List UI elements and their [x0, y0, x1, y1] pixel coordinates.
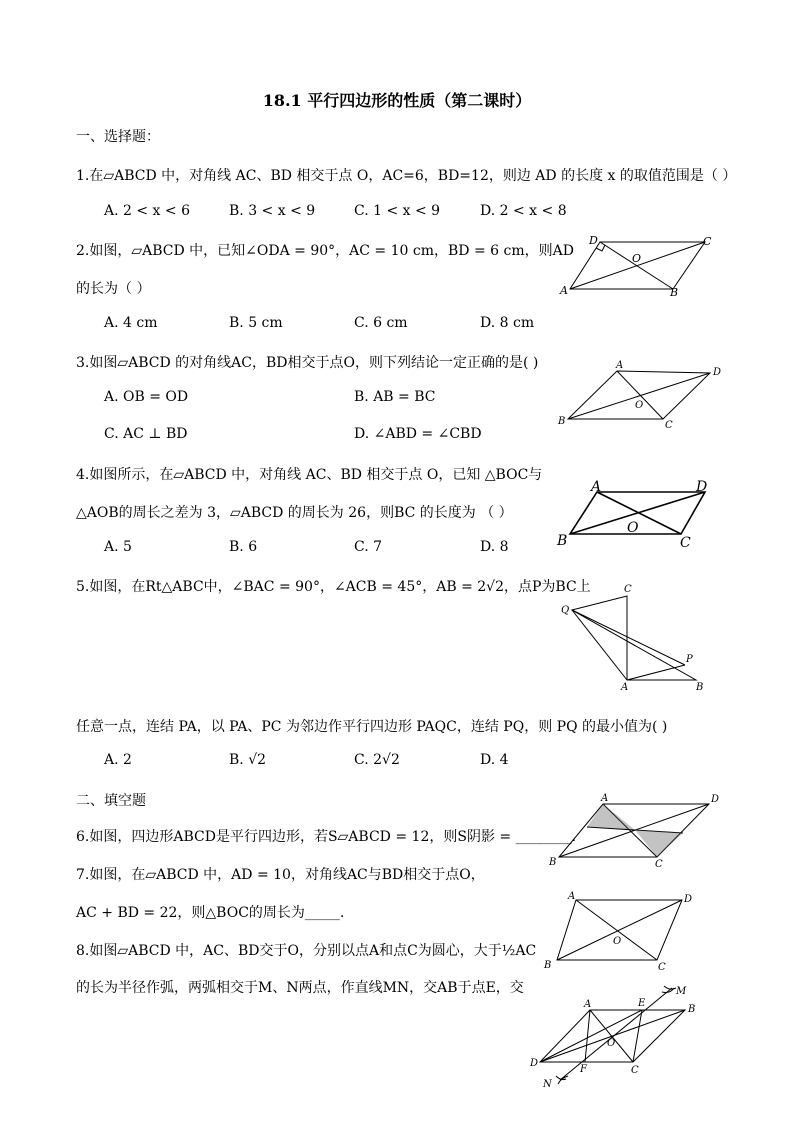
question-4-line1: 4.如图所示，在▱ABCD 中，对角线 AC、BD 相交于点 O，已知 △BOC与: [76, 467, 543, 483]
q3-label-b: B: [558, 416, 566, 427]
q8-label-o: O: [607, 1038, 616, 1049]
q8-figure: [530, 980, 715, 1090]
q5-label-p: P: [686, 654, 693, 665]
question-8-line1: 8.如图▱ABCD 中，AC、BD交于O，分别以点A和点C为圆心，大于½AC: [76, 943, 537, 959]
q8-label-d: D: [530, 1058, 539, 1069]
q1-option-a[interactable]: A. 2 < x < 6: [104, 203, 190, 219]
question-2-line2: 的长为（ ）: [76, 281, 151, 297]
q5-label-c: C: [624, 584, 632, 595]
q7-label-d: D: [684, 894, 693, 905]
question-2-line1: 2.如图，▱ABCD 中，已知∠ODA = 90°，AC = 10 cm，BD = 6 cm，则AD: [76, 243, 574, 259]
q3-label-d: D: [713, 367, 722, 378]
question-1: 1.在▱ABCD 中，对角线 AC、BD 相交于点 O，AC=6，BD=12，则边 AD 的长度 x 的取值范围是（ ）: [76, 168, 737, 184]
q1-option-c[interactable]: C. 1 < x < 9: [354, 203, 441, 219]
q2-figure: [555, 232, 725, 300]
q5-label-q: Q: [561, 605, 570, 616]
q3-option-a[interactable]: A. OB = OD: [104, 389, 189, 405]
q6-label-d: D: [711, 794, 720, 805]
q8-label-b: B: [688, 1004, 696, 1015]
q5-option-b[interactable]: B. √2: [229, 752, 267, 768]
q4-label-o: O: [627, 520, 639, 536]
q8-label-f: F: [580, 1064, 587, 1075]
q4-option-a[interactable]: A. 5: [104, 539, 132, 555]
q2-option-a[interactable]: A. 4 cm: [104, 315, 158, 331]
q4-option-c[interactable]: C. 7: [354, 539, 383, 555]
q7-label-c: C: [658, 962, 666, 973]
q6-label-b: B: [549, 857, 557, 868]
q2-label-a: A: [560, 284, 568, 297]
q3-option-b[interactable]: B. AB = BC: [354, 389, 436, 405]
q5-option-c[interactable]: C. 2√2: [354, 752, 400, 768]
q8-label-a: A: [584, 999, 592, 1010]
q8-label-m: M: [676, 986, 687, 997]
q3-label-o: O: [635, 400, 644, 411]
q4-label-d: D: [696, 479, 708, 495]
q4-option-b[interactable]: B. 6: [229, 539, 258, 555]
q4-label-c: C: [680, 535, 691, 551]
q3-label-a: A: [616, 360, 624, 371]
section-heading-fill: 二、填空题: [76, 793, 146, 809]
q3-option-d[interactable]: D. ∠ABD = ∠CBD: [354, 426, 482, 442]
q2-label-o: O: [632, 252, 642, 265]
q7-figure: [540, 888, 700, 973]
q6-label-a: A: [601, 793, 609, 804]
page-title: 18.1 平行四边形的性质（第二课时）: [262, 91, 532, 110]
q7-label-o: O: [613, 936, 622, 947]
q3-option-c[interactable]: C. AC ⊥ BD: [104, 426, 188, 442]
question-7-line1: 7.如图，在▱ABCD 中，AD = 10，对角线AC与BD相交于点O，: [76, 867, 485, 883]
q8-label-c: C: [631, 1065, 639, 1076]
q8-label-e: E: [638, 998, 646, 1009]
q2-label-b: B: [670, 286, 679, 299]
q1-option-d[interactable]: D. 2 < x < 8: [480, 203, 567, 219]
section-heading-choice: 一、选择题：: [76, 129, 160, 145]
q7-label-b: B: [544, 960, 552, 971]
question-6[interactable]: 6.如图，四边形ABCD是平行四边形，若S▱ABCD = 12，则S阴影 = ________.: [76, 829, 577, 845]
q8-label-n: N: [543, 1079, 552, 1090]
question-8-line2: 的长为半径作弧，两弧相交于M、N两点，作直线MN，交AB于点E，交: [76, 980, 524, 996]
q5-label-a: A: [621, 682, 629, 693]
q5-option-d[interactable]: D. 4: [480, 752, 509, 768]
question-3: 3.如图▱ABCD 的对角线AC，BD相交于点O，则下列结论一定正确的是( ): [76, 355, 539, 371]
q2-option-d[interactable]: D. 8 cm: [480, 315, 535, 331]
q2-label-c: C: [703, 235, 712, 248]
q6-label-c: C: [655, 859, 663, 870]
q3-figure: [555, 358, 730, 433]
q2-option-b[interactable]: B. 5 cm: [229, 315, 283, 331]
q5-option-a[interactable]: A. 2: [104, 752, 132, 768]
q7-label-a: A: [568, 891, 576, 902]
q5-label-b: B: [696, 682, 704, 693]
q2-option-c[interactable]: C. 6 cm: [354, 315, 408, 331]
question-5-line2: 任意一点，连结 PA，以 PA、PC 为邻边作平行四边形 PAQC，连结 PQ，则 PQ 的最小值为( ): [76, 719, 668, 735]
q4-label-a: A: [591, 479, 602, 495]
q4-figure: [555, 478, 725, 550]
q4-option-d[interactable]: D. 8: [480, 539, 509, 555]
question-7-line2[interactable]: AC + BD = 22，则△BOC的周长为_____.: [76, 905, 345, 921]
q5-figure: [555, 580, 715, 692]
question-4-line2: △AOB的周长之差为 3，▱ABCD 的周长为 26，则BC 的长度为 （ ）: [76, 505, 513, 521]
q3-label-c: C: [665, 420, 673, 431]
q1-option-b[interactable]: B. 3 < x < 9: [229, 203, 316, 219]
question-5-line1: 5.如图，在Rt△ABC中，∠BAC = 90°，∠ACB = 45°，AB = 2√2，点P为BC上: [76, 579, 591, 595]
q4-label-b: B: [557, 533, 568, 549]
q2-label-d: D: [589, 234, 598, 247]
